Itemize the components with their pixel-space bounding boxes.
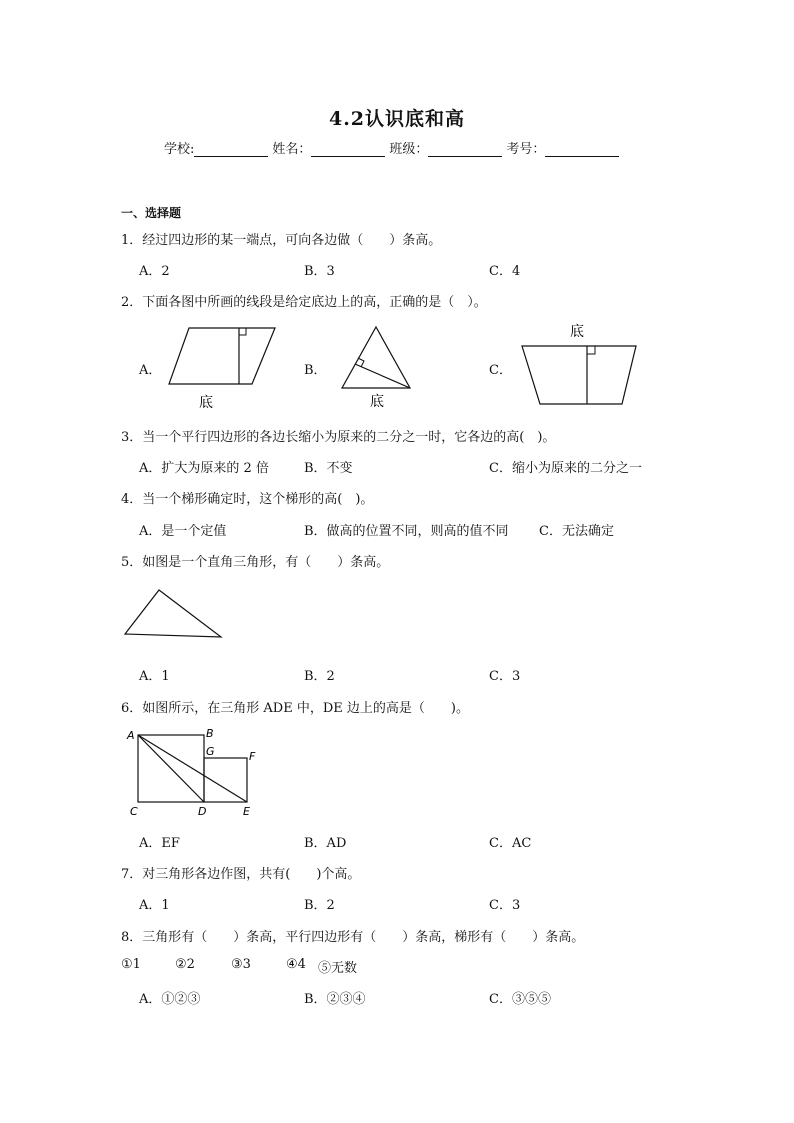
q2-option-c[interactable]: C． [489,363,512,378]
q6-option-c[interactable]: C．AC [489,836,532,851]
q7-option-b[interactable]: B．2 [304,898,335,913]
exam-blank[interactable] [545,142,619,157]
q6-label-b: B [206,727,214,740]
q6-label-g: G [206,745,215,758]
q8-choice-3: ③3 [231,957,251,972]
question-6: 6．如图所示，在三角形 ADE 中，DE 边上的高是（ )。 [121,701,469,716]
q2-figure-parallelogram [165,322,280,414]
q5-option-a[interactable]: A．1 [139,669,170,684]
q8-option-c[interactable]: C．③⑤⑤ [489,992,551,1007]
q8-choice-2: ②2 [175,957,195,972]
q1-option-b[interactable]: B．3 [304,264,335,279]
school-label: 学校: [164,142,195,157]
question-5: 5．如图是一个直角三角形，有（ ）条高。 [121,555,390,570]
q2-option-b[interactable]: B． [304,363,327,378]
question-4: 4．当一个梯形确定时，这个梯形的高( )。 [121,492,374,507]
q7-option-a[interactable]: A．1 [139,898,170,913]
q6-option-a[interactable]: A．EF [139,836,180,851]
q7-option-c[interactable]: C．3 [489,898,521,913]
q2-figure-triangle [335,322,420,412]
q3-option-c[interactable]: C．缩小为原来的二分之一 [489,461,642,476]
q6-option-b[interactable]: B．AD [304,836,347,851]
name-label: 姓名： [272,142,312,157]
q8-option-a[interactable]: A．①②③ [139,992,201,1007]
q8-option-b[interactable]: B．②③④ [304,992,366,1007]
question-1: 1．经过四边形的某一端点，可向各边做（ ）条高。 [121,233,442,248]
q5-option-b[interactable]: B．2 [304,669,335,684]
q6-label-a: A [127,729,135,742]
q2-c-base-label: 底 [570,324,584,340]
q8-choice-1: ①1 [121,957,141,972]
class-blank[interactable] [428,142,502,157]
q8-choice-4: ④4 [286,957,306,972]
q1-option-a[interactable]: A．2 [139,264,170,279]
q6-label-f: F [249,750,256,763]
q6-label-d: D [198,805,207,818]
question-3: 3．当一个平行四边形的各边长缩小为原来的二分之一时，它各边的高( )。 [121,430,556,445]
q3-option-b[interactable]: B．不变 [304,461,353,476]
q6-label-c: C [130,805,138,818]
q4-option-a[interactable]: A．是一个定值 [139,524,227,539]
student-info-row [164,138,623,157]
q1-option-c[interactable]: C．4 [489,264,521,279]
class-label: 班级： [389,142,429,157]
q5-option-c[interactable]: C．3 [489,669,521,684]
question-7: 7．对三角形各边作图，共有( )个高。 [121,867,361,882]
section-heading: 一、选择题 [121,206,182,220]
q2-option-a[interactable]: A． [139,363,162,378]
q4-option-c[interactable]: C．无法确定 [539,524,614,539]
school-blank[interactable] [194,142,268,157]
q2-b-base-label: 底 [370,394,384,410]
q2-figure-trapezoid [518,318,640,410]
question-2: 2．下面各图中所画的线段是给定底边上的高，正确的是（ ）。 [121,295,487,310]
name-blank[interactable] [311,142,385,157]
q4-option-b[interactable]: B．做高的位置不同，则高的值不同 [304,524,509,539]
q3-option-a[interactable]: A．扩大为原来的 2 倍 [139,461,269,476]
q8-choice-5: ⑤无数 [318,961,358,976]
page-title: 4.2认识底和高 [328,108,466,130]
question-8: 8．三角形有（ ）条高，平行四边形有（ ）条高，梯形有（ ）条高。 [121,930,585,945]
exam-label: 考号： [506,142,546,157]
q5-figure-right-triangle [120,585,228,641]
q2-a-base-label: 底 [199,395,213,411]
q6-label-e: E [243,805,250,818]
q6-figure-squares [124,725,264,819]
